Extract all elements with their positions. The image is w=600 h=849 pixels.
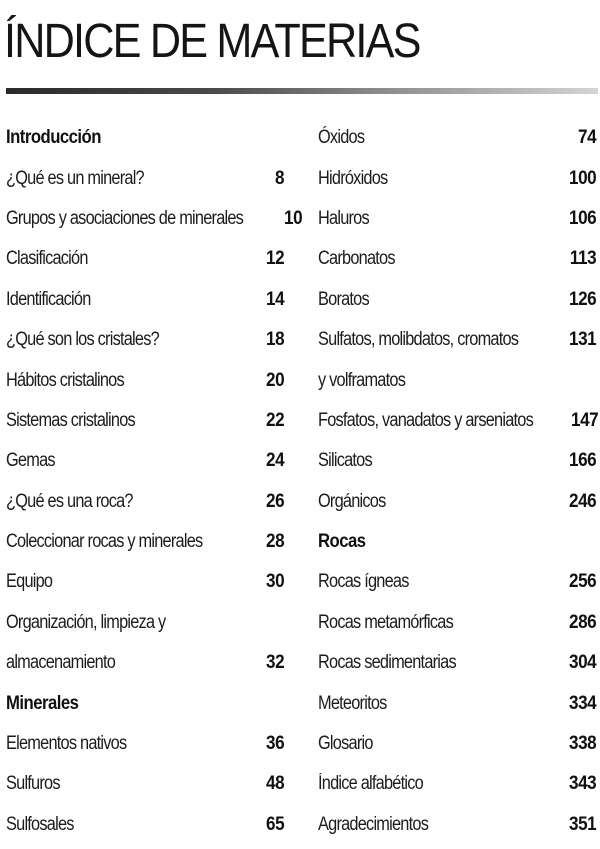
toc-entry-page-number: 304: [568, 652, 596, 674]
toc-entry-title: ¿Qué son los cristales?: [6, 329, 159, 351]
toc-left-column: [6, 118, 302, 845]
toc-entry-title: Gemas: [6, 450, 55, 472]
toc-entry-indice-alfabetico: [318, 764, 596, 804]
toc-entry-agradecimientos: [318, 805, 596, 845]
toc-entry-title: Rocas metamórficas: [318, 611, 453, 633]
title-rule: [6, 88, 598, 94]
toc-entry-haluros: [318, 199, 596, 239]
toc-entry-title: Equipo: [6, 571, 53, 593]
toc-entry-rocas-metamorficas: [318, 603, 596, 643]
toc-entry-title: Orgánicos: [318, 490, 386, 512]
toc-entry-title: Sistemas cristalinos: [6, 409, 135, 431]
toc-entry-que-son-los-cristales: [6, 320, 284, 360]
toc-entry-rocas-sedimentarias: [318, 643, 596, 683]
toc-entry-page-number: 32: [265, 652, 284, 674]
toc-entry-title: Sulfuros: [6, 773, 60, 795]
toc-entry-clasificacion: [6, 239, 284, 279]
toc-entry-page-number: 131: [568, 329, 596, 351]
toc-entry-title: Rocas sedimentarias: [318, 652, 456, 674]
toc-entry-page-number: 28: [265, 531, 284, 553]
toc-entry-page-number: 36: [265, 733, 284, 755]
section-heading-rocas: [318, 522, 596, 562]
toc-entry-page-number: 113: [569, 248, 596, 270]
toc-entry-page-number: 18: [265, 329, 284, 351]
toc-entry-sulfatos-molibdatos-cromatos: [318, 320, 596, 360]
toc-entry-identificacion: [6, 280, 284, 320]
toc-entry-hidroxidos: [318, 158, 596, 198]
toc-entry-equipo: [6, 562, 284, 602]
toc-entry-page-number: 74: [577, 127, 596, 149]
toc-entry-page-number: 8: [274, 167, 284, 189]
toc-entry-que-es-un-mineral: [6, 158, 284, 198]
toc-entry-title: Carbonatos: [318, 248, 395, 270]
toc-entry-title: ¿Qué es un mineral?: [6, 167, 144, 189]
toc-entry-title: Óxidos: [318, 127, 365, 149]
toc-entry-page-number: 343: [568, 773, 596, 795]
toc-entry-title: y volframatos: [318, 369, 406, 391]
toc-entry-title: Rocas ígneas: [318, 571, 409, 593]
toc-entry-title: Clasificación: [6, 248, 88, 270]
toc-entry-page-number: 334: [568, 692, 596, 714]
toc-entry-title: Hábitos cristalinos: [6, 369, 124, 391]
toc-entry-organizacion-limpieza-y: [6, 603, 284, 643]
toc-entry-fosfatos-vanadatos-y-arseniatos: [318, 401, 599, 441]
toc-entry-title: Glosario: [318, 733, 373, 755]
toc-entry-page-number: 100: [568, 167, 596, 189]
toc-entry-sulfosales: [6, 805, 284, 845]
toc-entry-meteoritos: [318, 683, 596, 723]
toc-entry-page-number: 166: [568, 450, 596, 472]
toc-entry-title: Agradecimientos: [318, 813, 429, 835]
toc-entry-page-number: 246: [568, 490, 596, 512]
toc-entry-title: Índice alfabético: [318, 773, 423, 795]
toc-entry-page-number: 48: [265, 773, 284, 795]
toc-entry-page-number: 10: [283, 207, 302, 229]
toc-entry-almacenamiento: [6, 643, 284, 683]
page-title: ÍNDICE DE MATERIAS: [4, 15, 420, 68]
toc-entry-grupos-y-asociaciones-de-minerales: [6, 199, 302, 239]
toc-entry-title: Sulfatos, molibdatos, cromatos: [318, 329, 519, 351]
toc-entry-title: Fosfatos, vanadatos y arseniatos: [318, 409, 534, 431]
toc-entry-page-number: 286: [568, 611, 596, 633]
toc-right-column: [318, 118, 599, 845]
toc-entry-page-number: 20: [265, 369, 284, 391]
toc-entry-gemas: [6, 441, 284, 481]
toc-entry-page-number: 256: [568, 571, 596, 593]
section-heading-label: Rocas: [318, 531, 366, 553]
toc-entry-rocas-igneas: [318, 562, 596, 602]
section-heading-label: Minerales: [6, 692, 79, 714]
toc-entry-sistemas-cristalinos: [6, 401, 284, 441]
toc-entry-title: Haluros: [318, 207, 369, 229]
toc-entry-carbonatos: [318, 239, 596, 279]
toc-entry-y-volframatos: [318, 360, 596, 400]
toc-entry-page-number: 351: [568, 813, 596, 835]
toc-entry-page-number: 14: [265, 288, 284, 310]
toc-entry-organicos: [318, 482, 596, 522]
toc-entry-title: ¿Qué es una roca?: [6, 490, 133, 512]
toc-entry-que-es-una-roca: [6, 482, 284, 522]
toc-entry-sulfuros: [6, 764, 284, 804]
toc-entry-title: Silicatos: [318, 450, 372, 472]
toc-entry-title: Coleccionar rocas y minerales: [6, 531, 203, 553]
toc-entry-elementos-nativos: [6, 724, 284, 764]
toc-entry-boratos: [318, 280, 596, 320]
toc-entry-title: Sulfosales: [6, 813, 74, 835]
toc-entry-page-number: 147: [571, 409, 599, 431]
toc-entry-oxidos: [318, 118, 596, 158]
toc-entry-title: Identificación: [6, 288, 91, 310]
toc-entry-page-number: 65: [265, 813, 284, 835]
toc-entry-title: almacenamiento: [6, 652, 116, 674]
toc-entry-glosario: [318, 724, 596, 764]
toc-entry-silicatos: [318, 441, 596, 481]
toc-entry-page-number: 338: [568, 733, 596, 755]
toc-entry-coleccionar-rocas-y-minerales: [6, 522, 284, 562]
toc-entry-title: Elementos nativos: [6, 733, 127, 755]
toc-entry-title: Organización, limpieza y: [6, 611, 166, 633]
toc-entry-page-number: 106: [568, 207, 596, 229]
toc-entry-title: Boratos: [318, 288, 369, 310]
toc-entry-title: Hidróxidos: [318, 167, 388, 189]
toc-entry-page-number: 24: [265, 450, 284, 472]
toc-entry-title: Meteoritos: [318, 692, 387, 714]
toc-entry-title: Grupos y asociaciones de minerales: [6, 207, 244, 229]
toc-entry-page-number: 30: [265, 571, 284, 593]
section-heading-label: Introducción: [6, 127, 101, 149]
toc-entry-page-number: 22: [265, 409, 284, 431]
toc-entry-page-number: 26: [265, 490, 284, 512]
toc-entry-page-number: 126: [568, 288, 596, 310]
toc-entry-page-number: 12: [265, 248, 284, 270]
toc-entry-habitos-cristalinos: [6, 360, 284, 400]
section-heading-minerales: [6, 683, 284, 723]
section-heading-introduccion: [6, 118, 284, 158]
